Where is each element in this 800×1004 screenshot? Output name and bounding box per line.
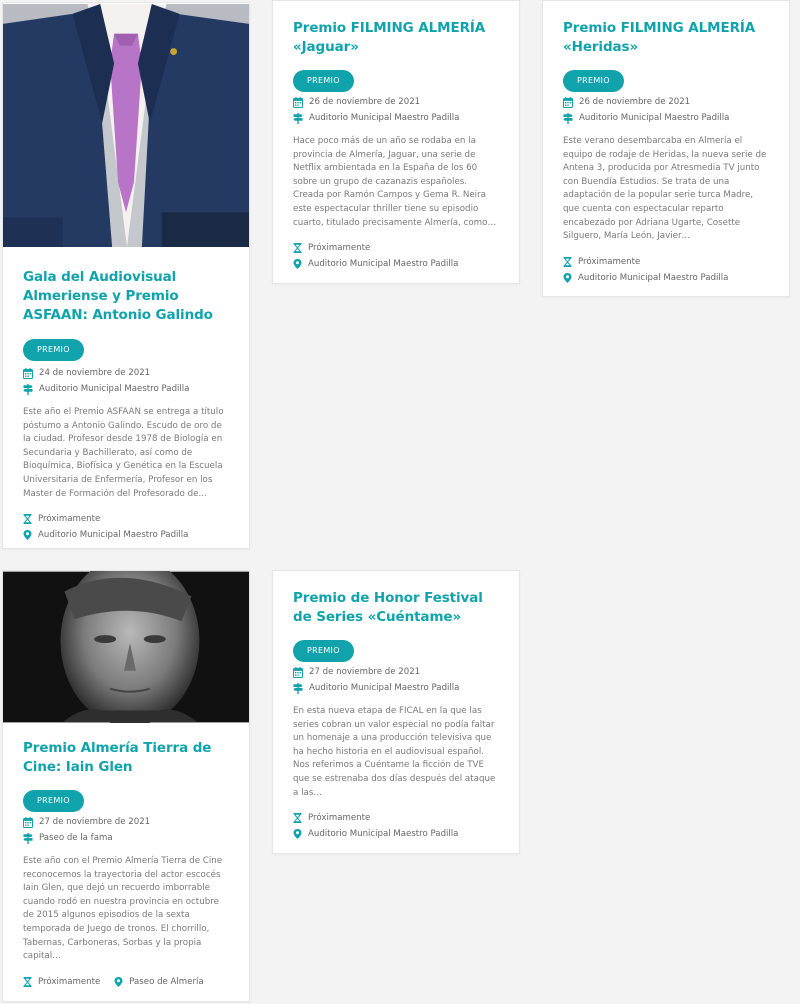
category-badge[interactable]: PREMIO <box>23 339 84 361</box>
event-photo[interactable] <box>3 3 249 248</box>
event-date <box>293 94 499 110</box>
event-title[interactable]: Premio de Honor Festival de Series «Cuéntame» <box>293 590 483 625</box>
calendar-icon <box>23 817 33 828</box>
signpost-icon <box>563 113 573 124</box>
event-location <box>563 270 769 286</box>
status-text: Próximamente <box>308 243 371 254</box>
signpost-icon <box>23 833 33 844</box>
event-venue <box>293 680 499 696</box>
signpost-icon <box>293 683 303 694</box>
signpost-icon <box>293 113 303 124</box>
event-location <box>23 527 229 543</box>
category-badge[interactable]: PREMIO <box>563 70 624 92</box>
map-pin-icon <box>293 829 302 839</box>
date-text: 27 de noviembre de 2021 <box>309 667 421 677</box>
status-text: Próximamente <box>308 813 371 824</box>
date-text: 26 de noviembre de 2021 <box>579 97 691 107</box>
venue-text: Auditorio Municipal Maestro Padilla <box>579 113 730 123</box>
date-text: 26 de noviembre de 2021 <box>309 97 421 107</box>
category-badge[interactable]: PREMIO <box>293 70 354 92</box>
venue-text: Auditorio Municipal Maestro Padilla <box>39 384 190 394</box>
event-card <box>542 0 790 297</box>
event-title[interactable]: Premio Almería Tierra de Cine: Iain Glen <box>23 740 212 775</box>
location-text: Auditorio Municipal Maestro Padilla <box>308 259 459 270</box>
category-badge[interactable]: PREMIO <box>23 790 84 812</box>
hourglass-icon <box>23 514 32 524</box>
status-text: Próximamente <box>578 256 641 267</box>
calendar-icon <box>23 368 33 379</box>
event-location <box>293 256 499 272</box>
location-text: Auditorio Municipal Maestro Padilla <box>578 272 729 283</box>
date-text: 24 de noviembre de 2021 <box>39 368 151 378</box>
event-card <box>272 570 520 854</box>
event-description: Hace poco más de un año se rodaba en la provincia de Almería, Jaguar, una serie de Netflix ambientada en la España de los 60 sobre un grupo de cazanazis españoles. Creada por Ramón Campos y Gema R. Neira este espectacular thriller tiene su episodio cuarto, titulado precisamente Almería, como… <box>293 136 497 228</box>
event-date <box>23 814 229 830</box>
event-status <box>23 974 100 990</box>
event-date <box>293 664 499 680</box>
status-text: Próximamente <box>38 976 101 987</box>
hourglass-icon <box>293 243 302 253</box>
location-text: Auditorio Municipal Maestro Padilla <box>308 829 459 840</box>
event-card <box>2 570 250 1002</box>
venue-text: Auditorio Municipal Maestro Padilla <box>309 113 460 123</box>
event-venue <box>23 830 229 846</box>
map-pin-icon <box>114 977 123 987</box>
map-pin-icon <box>293 259 302 269</box>
event-description: Este verano desembarcaba en Almería el equipo de rodaje de Heridas, la nueva serie de Antena 3, producida por Atresmedia TV junto con Buendía Estudios. Se trata de una adaptación de la popular serie turca Madre, que cuenta con espectacular reparto encabezado por Adriana Ugarte, Cosette Silguero, María León, Javier… <box>563 136 767 242</box>
event-card <box>2 2 250 549</box>
event-date <box>563 94 769 110</box>
hourglass-icon <box>23 977 32 987</box>
event-card <box>272 0 520 284</box>
event-location <box>114 974 203 990</box>
hourglass-icon <box>293 813 302 823</box>
event-title[interactable]: Premio FILMING ALMERÍA «Jaguar» <box>293 20 486 55</box>
signpost-icon <box>23 384 33 395</box>
venue-text: Paseo de la fama <box>39 833 113 843</box>
event-description: En esta nueva etapa de FICAL en la que las series cobran un valor especial no podía faltar un homenaje a una producción televisiva que ha hecho historia en el audiovisual español. Nos referimos a Cuéntame la ficción de TVE que se estrenaba dos días después del ataque a las… <box>293 706 496 798</box>
event-status <box>293 810 499 826</box>
location-text: Paseo de Almería <box>129 976 204 987</box>
calendar-icon <box>563 97 573 108</box>
event-title[interactable]: Premio FILMING ALMERÍA «Heridas» <box>563 20 756 55</box>
event-photo[interactable] <box>3 571 249 723</box>
category-badge[interactable]: PREMIO <box>293 640 354 662</box>
venue-text: Auditorio Municipal Maestro Padilla <box>309 683 460 693</box>
event-venue <box>563 110 769 126</box>
event-status-location <box>23 974 229 990</box>
hourglass-icon <box>563 257 572 267</box>
map-pin-icon <box>23 530 32 540</box>
event-location <box>293 826 499 842</box>
calendar-icon <box>293 97 303 108</box>
date-text: 27 de noviembre de 2021 <box>39 817 151 827</box>
event-description: Este año con el Premio Almería Tierra de Cine reconocemos la trayectoria del actor escocés Iain Glen, que dejó un recuerdo imborrable cuando rodó en nuestra provincia en octubre de 2015 algunos episodios de la sexta temporada de Juego de tronos. El chorrillo, Tabernas, Carboneras, Sorbas y la propia capital… <box>23 856 223 962</box>
event-venue <box>23 381 229 397</box>
event-title[interactable]: Gala del Audiovisual Almeriense y Premio ASFAAN: Antonio Galindo <box>23 269 213 323</box>
event-venue <box>293 110 499 126</box>
event-status <box>563 254 769 270</box>
location-text: Auditorio Municipal Maestro Padilla <box>38 530 189 541</box>
event-status <box>23 511 229 527</box>
calendar-icon <box>293 667 303 678</box>
status-text: Próximamente <box>38 514 101 525</box>
event-status <box>293 240 499 256</box>
event-date <box>23 365 229 381</box>
map-pin-icon <box>563 273 572 283</box>
event-description: Este año el Premio ASFAAN se entrega a título póstumo a Antonio Galindo. Escudo de oro de la ciudad. Profesor desde 1978 de Biología en Secundaria y Bachillerato, así como de Bioquímica, Biofísica y Genética en la Escuela Universitaria de Enfermería, Profesor en los Master de Formación del Profesorado de… <box>23 407 224 499</box>
